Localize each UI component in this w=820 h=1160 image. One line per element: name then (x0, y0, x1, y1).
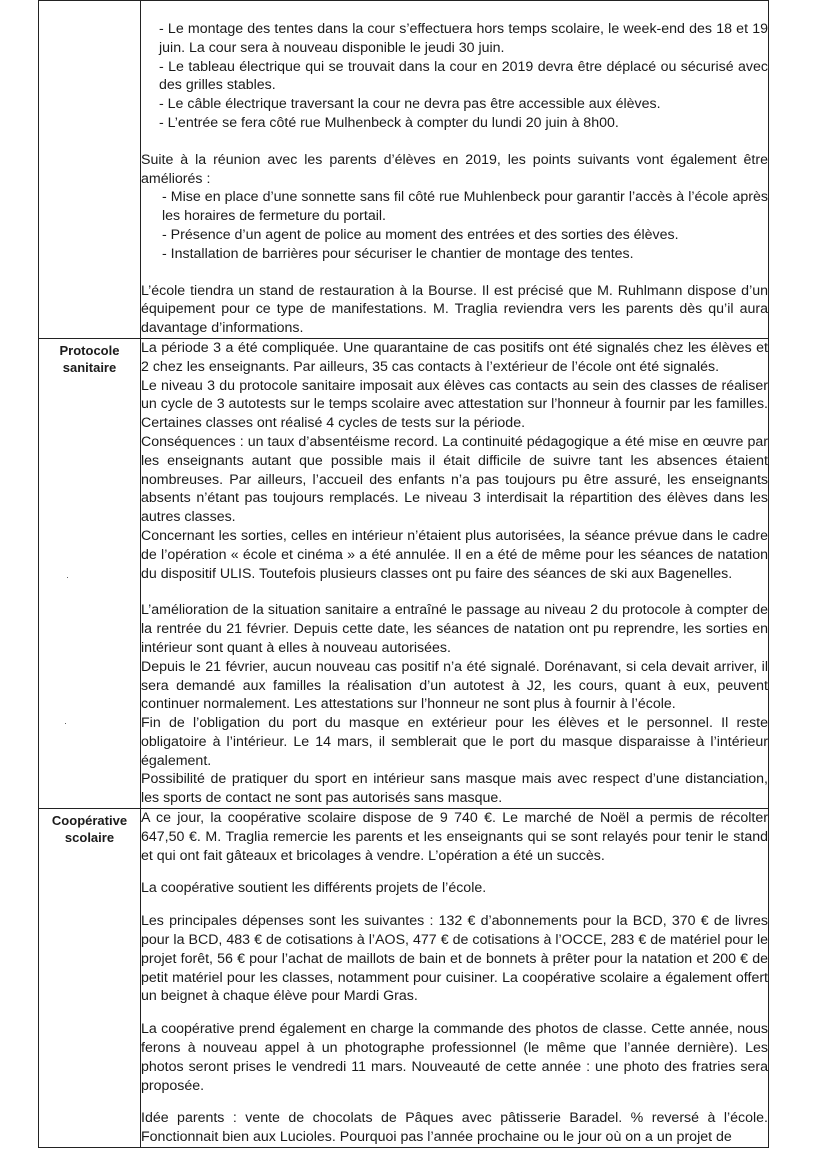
label-cooperative: Coopérative (51, 813, 128, 829)
content-tentes (141, 1, 769, 339)
para-solde-cooperative: A ce jour, la coopérative scolaire dispose de 9 740 €. Le marché de Noël a permis de récolter 647,50 €. M. Traglia remercie les parents et les enseignants qui se sont relayés pour tenir le stand et qui ont fait gâteaux et bricolages à vendre. L’opération a été un succès. (141, 810, 768, 864)
bullet-montage-tentes: - Le montage des tentes dans la cour s’effectuera hors temps scolaire, le week-end des 18 et 19 juin. La cour sera à nouveau disponible le jeudi 30 juin. (159, 21, 768, 56)
scan-speck: · (66, 572, 69, 582)
label-cooperative-scolaire (39, 809, 141, 1148)
para-periode-3: La période 3 a été compliquée. Une quarantaine de cas positifs ont été signalés chez les élèves et 2 chez les enseignants. Par ailleurs, 35 cas contacts à l’extérieur de l’école ont été signalés. (141, 339, 768, 375)
para-stand-restauration: L’école tiendra un stand de restauration à la Bourse. Il est précisé que M. Ruhlmann dispose d’un équipement pour ce type de manifestations. M. Traglia reviendra vers les parents dès qu’il aura davantage d’informations. (141, 282, 768, 337)
label-protocole-sanitaire (39, 338, 141, 808)
para-idee-parents: Idée parents : vente de chocolats de Pâques avec pâtisserie Baradel. % reversé à l’école. Fonctionnait bien aux Lucioles. Pourquoi pas l’année prochaine ou le jour où on a un projet de (141, 1110, 768, 1146)
bullet-sonnette: - Mise en place d’une sonnette sans fil côté rue Muhlenbeck pour garantir l’accès à l’école après les horaires de fermeture du portail. (162, 189, 768, 225)
label-sanitaire: sanitaire (62, 359, 117, 375)
para-photos-classe: La coopérative prend également en charge la commande des photos de classe. Cette année, nous ferons à nouveau appel à un photographe professionnel (le même que l’année dernière). Les photos seront prises le vendredi 11 mars. Nouveauté de cette année : une photo des fratries sera proposée. (141, 1021, 768, 1094)
para-depuis-21-fevrier: Depuis le 21 février, aucun nouveau cas positif n’a été signalé. Dorénavant, si cela devait arriver, il sera demandé aux familles la réalisation d’un autotest à J2, les cours, quant à eux, peuvent continuer normalement. Les attestations sur l’honneur ne sont plus à fournir à l’école. (141, 658, 768, 713)
bullet-entree-rue: - L’entrée se fera côté rue Mulhenbeck à compter du lundi 20 juin à 8h00. (159, 114, 619, 131)
label-protocole: Protocole (59, 342, 120, 358)
bullet-barrieres: - Installation de barrières pour sécuriser le chantier de montage des tentes. (162, 245, 634, 262)
row-tentes (39, 1, 769, 339)
row-protocole-sanitaire (39, 338, 769, 808)
label-scolaire: scolaire (64, 830, 115, 846)
content-protocole-sanitaire (141, 338, 769, 808)
para-niveau-3: Le niveau 3 du protocole sanitaire imposait aux élèves cas contacts au sein des classes de réaliser un cycle de 3 autotests sur le temps scolaire avec attestation sur l’honneur à fournir par les familles. Certaines classes ont réalisé 4 cycles de tests sur la période. (141, 377, 768, 432)
para-sorties: Concernant les sorties, celles en intérieur n’étaient plus autorisées, la séance prévue dans le cadre de l’opération « école et cinéma » a été annulée. Il en a été de même pour les séances de natation du dispositif ULIS. Toutefois plusieurs classes ont pu faire des séances de ski aux Bagenelles. (141, 527, 768, 582)
para-amelioration: L’amélioration de la situation sanitaire a entraîné le passage au niveau 2 du protocole à compter de la rentrée du 21 février. Depuis cette date, les séances de natation ont pu reprendre, les sorties en intérieur sont quant à elles à nouveau autorisées. (141, 602, 768, 656)
para-depenses: Les principales dépenses sont les suivantes : 132 € d’abonnements pour la BCD, 370 € de livres pour la BCD, 483 € de cotisations à l’AOS, 477 € de cotisations à l’OCCE, 283 € de matériel pour le projet forêt, 56 € pour l’achat de maillots de bain et de bonnets à prêter pour la natation et 200 € de petit matériel pour les classes, notamment pour cuisiner. La coopérative scolaire a également offert un beignet à chaque élève pour Mardi Gras. (141, 913, 768, 1005)
para-consequences: Conséquences : un taux d’absentéisme record. La continuité pédagogique a été mise en œuvre par les enseignants autant que possible mais il était difficile de suivre tant les absences étaient nombreuses. Par ailleurs, l’accueil des enfants n’a pas toujours pu être assuré, les enseignants absents n’étant pas toujours remplacés. Le niveau 3 interdisait la répartition des élèves dans les autres classes. (141, 433, 768, 526)
bullet-cable-electrique: - Le câble électrique traversant la cour ne devra pas être accessible aux élèves. (159, 96, 661, 113)
para-sport-interieur: Possibilité de pratiquer du sport en intérieur sans masque mais avec respect d’une distanciation, les sports de contact ne sont pas autorisés sans masque. (141, 771, 768, 807)
bullet-tableau-electrique: - Le tableau électrique qui se trouvait dans la cour en 2019 devra être déplacé ou sécurisé avec des grilles stables. (159, 58, 768, 94)
para-soutien-projets: La coopérative soutient les différents projets de l’école. (141, 880, 487, 897)
scan-speck: · (64, 718, 67, 728)
para-fin-masque: Fin de l’obligation du port du masque en extérieur pour les élèves et le personnel. Il reste obligatoire à l’intérieur. Le 14 mars, il semblerait que le port du masque disparaisse à l’intérieur également. (141, 715, 768, 769)
intro-reunion-parents: Suite à la réunion avec les parents d’élèves en 2019, les points suivants vont également être améliorés : (141, 151, 768, 187)
bullet-agent-police: - Présence d’un agent de police au moment des entrées et des sorties des élèves. (162, 226, 679, 243)
row-cooperative-scolaire (39, 809, 769, 1148)
content-cooperative-scolaire (141, 809, 769, 1148)
minutes-table (38, 0, 769, 1148)
label-cell-empty (39, 1, 141, 339)
